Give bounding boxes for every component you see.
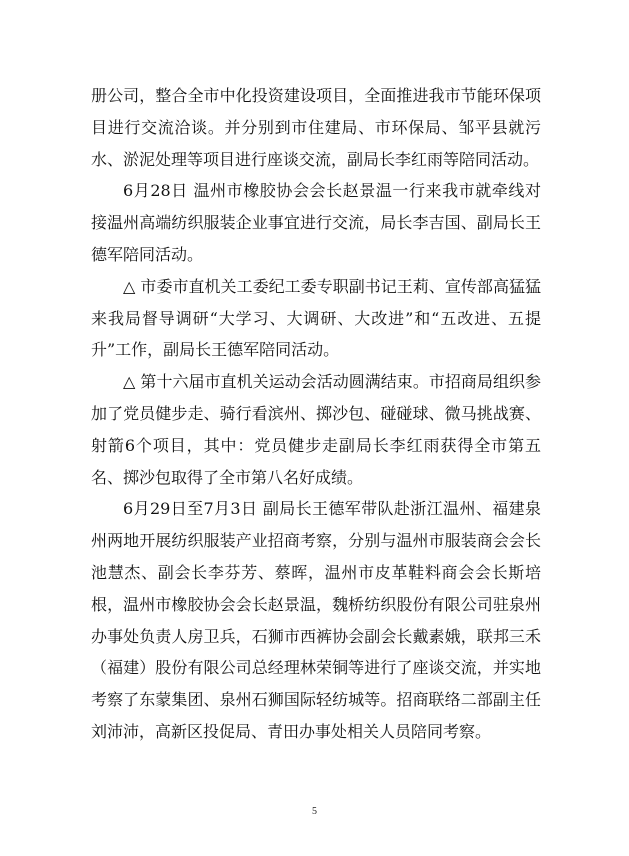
paragraph-1: 册公司，整合全市中化投资建设项目，全面推进我市节能环保项目进行交流洽谈。并分别到市住建局、市环保局、邹平县就污水、淤泥处理等项目进行座谈交流，副局长李红雨等陪同活动。 — [91, 86, 541, 169]
document-body — [91, 80, 541, 748]
paragraph-4: △ 第十六届市直机关运动会活动圆满结束。市招商局组织参加了党员健步走、骑行看滨州、掷沙包、碰碰球、微马挑战赛、射箭6个项目，其中：党员健步走副局长李红雨获得全市第五名、掷沙包取得了全市第八名好成绩。 — [91, 372, 541, 487]
paragraph-3: △ 市委市直机关工委纪工委专职副书记王莉、宣传部高猛猛来我局督导调研“大学习、大调研、大改进”和“五改进、五提升”工作，副局长王德军陪同活动。 — [91, 276, 541, 360]
paragraph-2: 6月28日 温州市橡胶协会会长赵景温一行来我市就牵线对接温州高端纺织服装企业事宜进行交流，局长李吉国、副局长王德军陪同活动。 — [91, 181, 541, 264]
paragraph-5: 6月29日至7月3日 副局长王德军带队赴浙江温州、福建泉州两地开展纺织服装产业招商考察，分别与温州市服装商会会长池慧杰、副会长李芬芳、蔡晖，温州市皮革鞋料商会会长斯培根，温州市橡胶协会会长赵景温，魏桥纺织股份有限公司驻泉州办事处负责人房卫兵，石狮市西裤协会副会长戴素娥，联邦三禾（福建）股份有限公司总经理林荣铜等进行了座谈交流，并实地考察了东蒙集团、泉州石狮国际轻纺城等。招商联络二部副主任刘沛沛，高新区投促局、青田办事处相关人员陪同考察。 — [91, 499, 541, 741]
page-number: 5 — [312, 806, 317, 817]
